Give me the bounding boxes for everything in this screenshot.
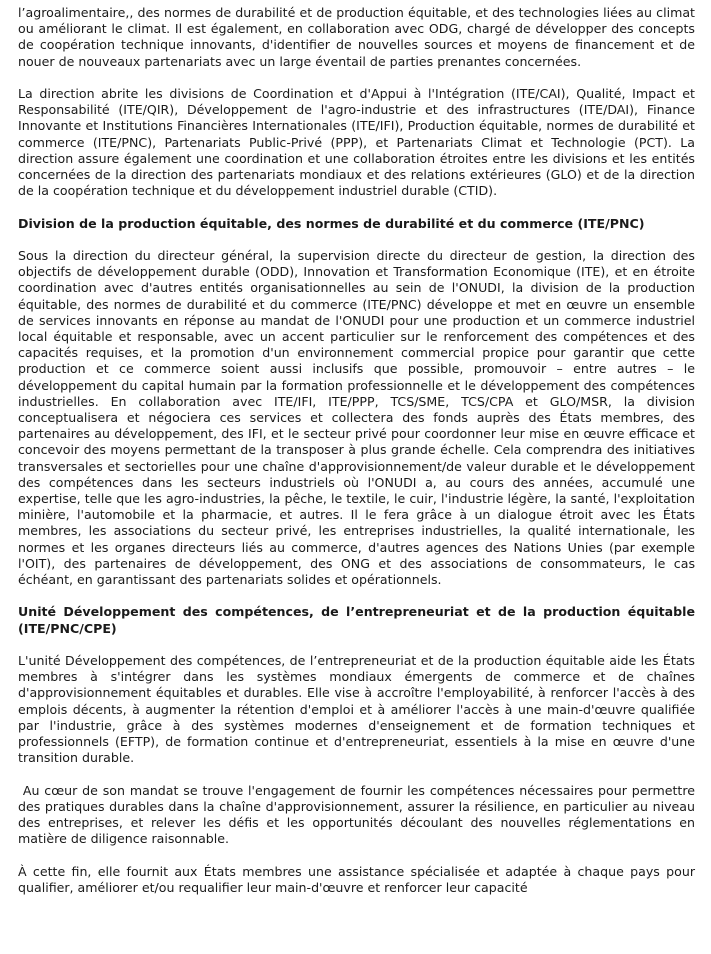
paragraph-mandate-core: Au cœur de son mandat se trouve l'engagement de fournir les compétences nécessaires pour permettre des pratiques durables dans la chaîne d'approvisionnement, assurer la résilience, en particulier au niveau des entreprises, et relever les défis et les opportunités découlant des nouvelles réglementations en matière de diligence raisonnable. <box>18 782 695 847</box>
heading-unit-cpe: Unité Développement des compétences, de l’entrepreneuriat et de la production équitable (ITE/PNC/CPE) <box>18 604 695 636</box>
paragraph-assistance: À cette fin, elle fournit aux États membres une assistance spécialisée et adaptée à chaque pays pour qualifier, améliorer et/ou requalifier leur main-d'œuvre et renforcer leur capacité <box>18 863 695 895</box>
paragraph-division-pnc: Sous la direction du directeur général, la supervision directe du directeur de gestion, la direction des objectifs de développement durable (ODD), Innovation et Transformation Economique (ITE), et en étroite coordination avec d'autres entités organisationnelles au sein de l'ONUDI, la division de la production équitable, des normes de durabilité et du commerce (ITE/PNC) développe et met en œuvre un ensemble de services innovants en réponse au mandat de l'ONUDI pour une production et un commerce industriel local équitable et responsable, avec un accent particulier sur le renforcement des compétences et des capacités requises, et la promotion d'un environnement commercial propice pour garantir que cette production et ce commerce soient aussi inclusifs que possible, promouvoir – entre autres – le développement du capital humain par la formation professionnelle et le développement des compétences industrielles. En collaboration avec ITE/IFI, ITE/PPP, TCS/SME, TCS/CPA et GLO/MSR, la division conceptualisera et négociera ces services et collectera des fonds auprès des États membres, des partenaires au développement, des IFI, et le secteur privé pour coordonner leur mise en œuvre efficace et concevoir des moyens permettant de la transposer à plus grande échelle. Cela comprendra des initiatives transversales et sectorielles pour une chaîne d'approvisionnement/de valeur durable et le développement des compétences dans les secteurs industriels où l'ONUDI a, au cours des années, accumulé une expertise, telle que les agro-industries, la pêche, le textile, le cuir, l'industrie légère, la santé, l'exploitation minière, l'automobile et la pharmacie, et autres. Il le fera grâce à un dialogue étroit avec les États membres, les associations du secteur privé, les entreprises industrielles, la qualité internationale, les normes et les organes directeurs liés au commerce, d'autres agences des Nations Unies (par exemple l'OIT), des partenaires de développement, des ONG et des associations de consommateurs, le cas échéant, en garantissant des partenariats solides et opérationnels. <box>18 248 695 588</box>
paragraph-direction-divisions: La direction abrite les divisions de Coordination et d'Appui à l'Intégration (ITE/CAI), Qualité, Impact et Responsabilité (ITE/QIR), Développement de l'agro-industrie et des infrastructures (ITE/DAI), Finance Innovante et Institutions Financières Internationales (ITE/IFI), Production équitable, normes de durabilité et commerce (ITE/PNC), Partenariats Public-Privé (PPP), et Partenariats Climat et Technologie (PCT). La direction assure également une coordination et une collaboration étroites entre les divisions et les entités concernées de la direction des partenariats mondiaux et des relations extérieures (GLO) et de la direction de la coopération technique et du développement industriel durable (CTID). <box>18 86 695 199</box>
paragraph-mandate-continuation: l’agroalimentaire,, des normes de durabilité et de production équitable, et des technologies liées au climat ou améliorant le climat. Il est également, en collaboration avec ODG, chargé de développer des concepts de coopération technique innovants, d'identifier de nouvelles sources et moyens de financement et de nouer de nouveaux partenariats avec un large éventail de parties prenantes concernées. <box>18 5 695 69</box>
paragraph-unit-cpe: L'unité Développement des compétences, de l’entrepreneuriat et de la production équitable aide les États membres à s'intégrer dans les systèmes mondiaux émergents de commerce et de chaînes d'approvisionnement équitables et durables. Elle vise à accroître l'employabilité, à renforcer l'accès à des emplois décents, à augmenter la rétention d'emploi et à améliorer l'accès à une main-d'œuvre qualifiée par l'industrie, grâce à des systèmes modernes d'enseignement et de formation techniques et professionnels (EFTP), de formation continue et d'entrepreneuriat, essentiels à la mise en œuvre d'une transition durable. <box>18 653 695 766</box>
heading-division-pnc: Division de la production équitable, des normes de durabilité et du commerce (ITE/PNC) <box>18 215 645 231</box>
document-page <box>18 5 695 896</box>
